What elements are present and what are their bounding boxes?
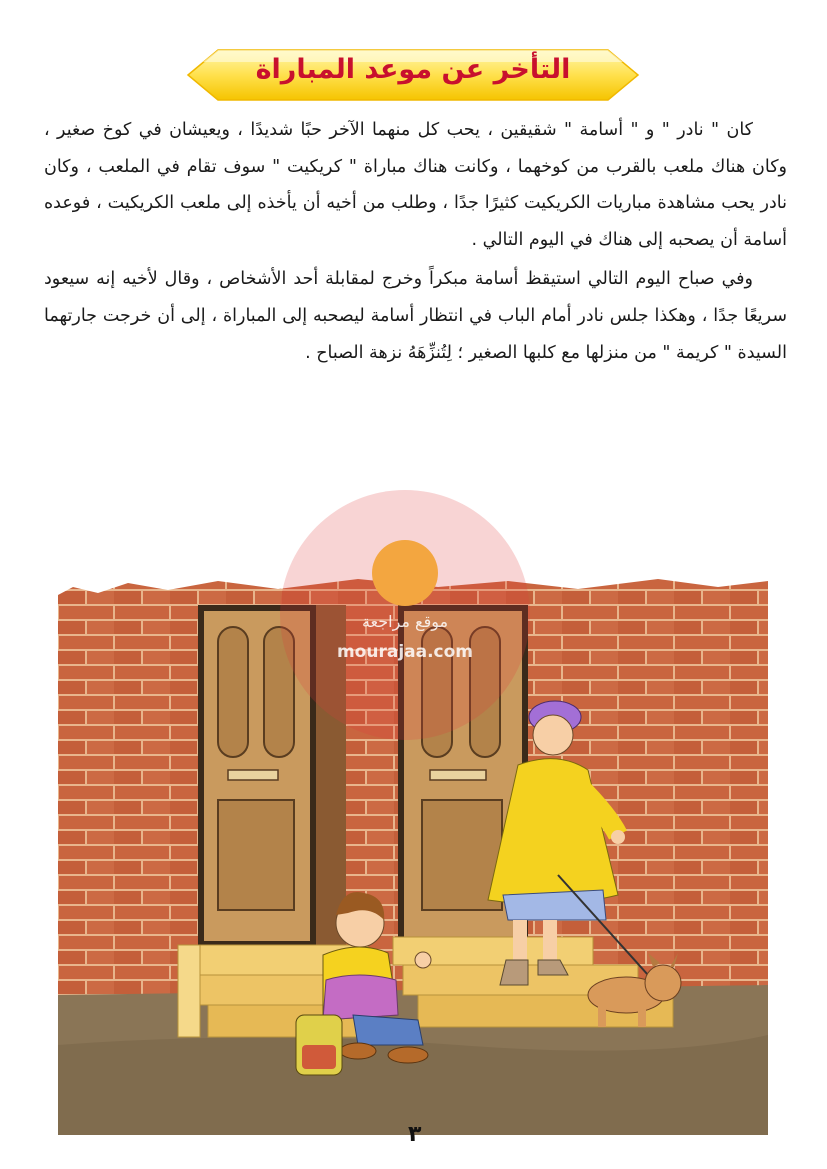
paragraph: كان " نادر " و " أسامة " شقيقين ، يحب كل منهما الآخر حبًا شديدًا ، ويعيشان في كوخ صغير ، وكان هناك ملعب بالقرب من كوخهما ، وكانت هناك مباراة " كريكيت " سوف تقام في الملعب ، وكان نادر يحب مشاهدة مباريات الكريكيت كثيرًا جدًا ، وطلب من أخيه أن يأخذه إلى ملعب الكريكيت ، فوعده أسامة أن يصحبه إلى هناك في اليوم التالي . [44,120,787,250]
watermark-name: موقع مراجعة [361,612,449,631]
watermark [280,490,530,740]
page-title: التأخر عن موعد المباراة [255,54,571,85]
backpack [296,1015,342,1075]
book-logo-icon [372,540,438,606]
page-number: ٣ [408,1122,422,1147]
watermark-site: mourajaa.com [336,642,474,662]
story-text [44,112,787,371]
paragraph: وفي صباح اليوم التالي استيقظ أسامة مبكراً وخرج لمقابلة أحد الأشخاص ، وقال لأخيه إنه سيعود سريعًا جدًا ، وهكذا جلس نادر أمام الباب في انتظار أسامة ليصحبه إلى المباراة ، إلى أن خرجت جارتهما السيدة " كريمة " من منزلها مع كلبها الصغير ؛ لِتُنزِّهَهُ نزهة الصباح . [44,269,787,363]
title-banner [178,44,648,106]
